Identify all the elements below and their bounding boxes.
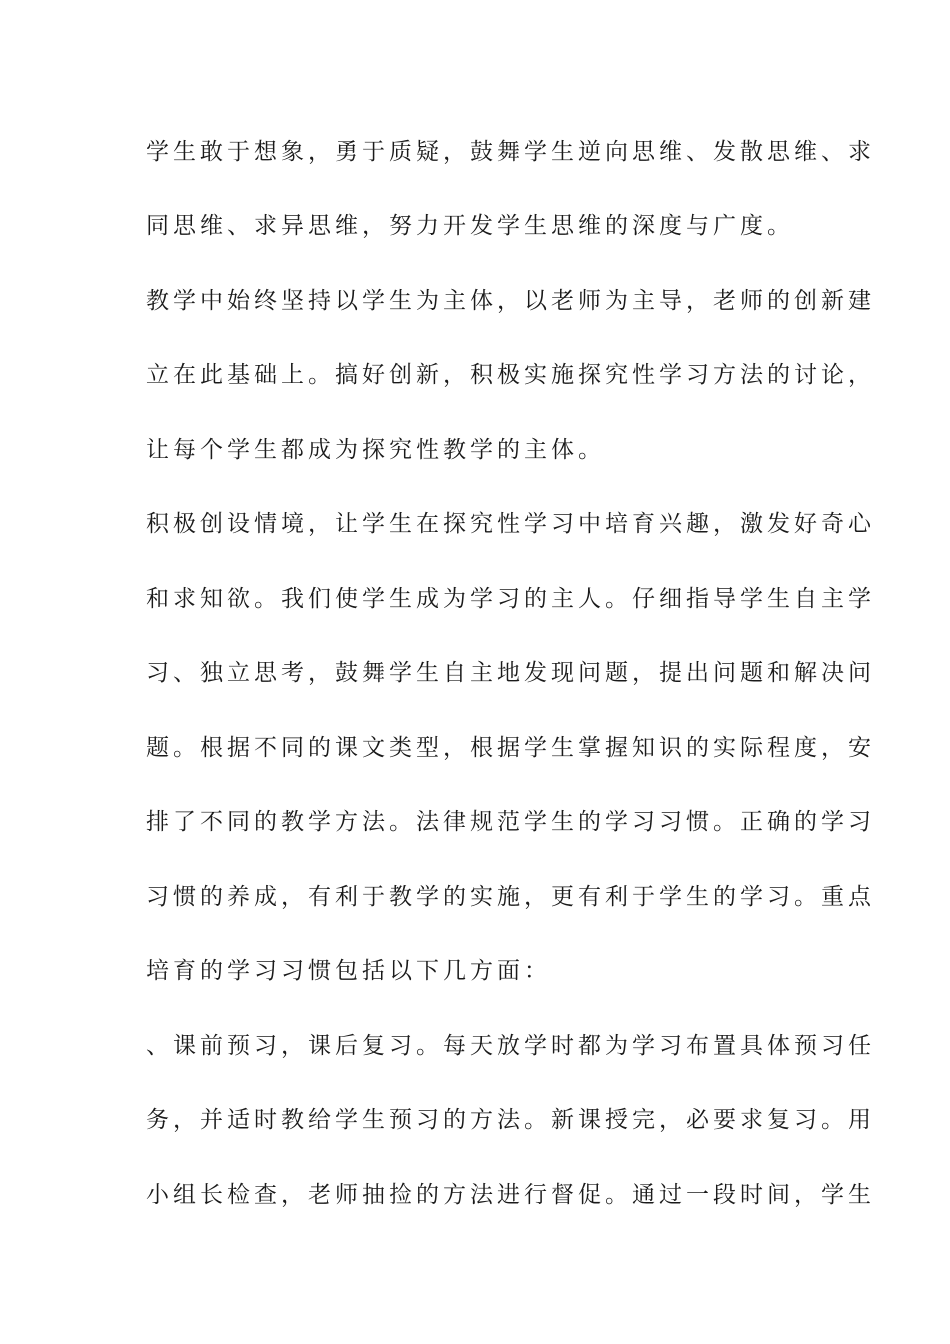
text-line: 务，并适时教给学生预习的方法。新课授完，必要求复习。用 [146, 1107, 875, 1133]
text-line: 教学中始终坚持以学生为主体，以老师为主导，老师的创新建 [146, 288, 875, 314]
text-line: 习、独立思考，鼓舞学生自主地发现问题，提出问题和解决问 [146, 660, 875, 686]
text-line: 让每个学生都成为探究性教学的主体。 [146, 437, 605, 463]
text-line: 立在此基础上。搞好创新，积极实施探究性学习方法的讨论， [146, 362, 875, 388]
text-line: 和求知欲。我们使学生成为学习的主人。仔细指导学生自主学 [146, 586, 875, 612]
text-line: 习惯的养成，有利于教学的实施，更有利于学生的学习。重点 [146, 884, 875, 910]
text-line: 学生敢于想象，勇于质疑，鼓舞学生逆向思维、发散思维、求 [146, 139, 875, 165]
text-line: 同思维、求异思维，努力开发学生思维的深度与广度。 [146, 213, 794, 239]
text-line: 小组长检查，老师抽捡的方法进行督促。通过一段时间，学生 [146, 1182, 875, 1208]
text-line: 题。根据不同的课文类型，根据学生掌握知识的实际程度，安 [146, 735, 875, 761]
text-line: 积极创设情境，让学生在探究性学习中培育兴趣，激发好奇心 [146, 511, 875, 537]
text-line: 排了不同的教学方法。法律规范学生的学习习惯。正确的学习 [146, 809, 875, 835]
text-line: 、课前预习，课后复习。每天放学时都为学习布置具体预习任 [146, 1033, 875, 1059]
text-line: 培育的学习习惯包括以下几方面： [146, 958, 551, 984]
